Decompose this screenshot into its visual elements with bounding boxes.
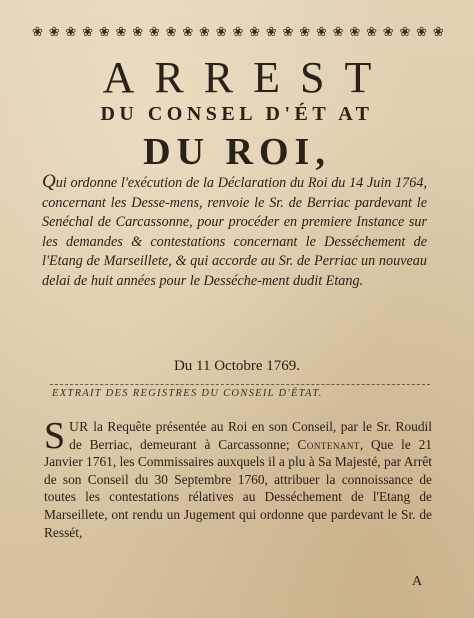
ornament-flower-icon: ❀ — [199, 24, 210, 40]
summary-paragraph — [42, 172, 427, 291]
summary-first-letter: Q — [42, 171, 56, 192]
ornament-flower-icon: ❀ — [349, 24, 361, 40]
ornament-flower-icon: ❀ — [48, 24, 60, 40]
divider-rule — [50, 384, 430, 385]
summary-text: ui ordonne l'exécution de la Déclaration du Roi du 14 Juin 1764, concernant les Desse-mens, renvoie le Sr. de Berriac pardevant le Senéchal de Carcassonne, pour procéder en premiere Instance sur les demandes & contestations concernant le Desséchement de l'Etang de Marseillete, & qui accorde au Sr. de Perriac un nouveau delai de huit années pour le Desséche-ment dudit Etang. — [42, 175, 427, 289]
ornament-flower-icon: ❀ — [282, 24, 294, 40]
signature-mark: A — [412, 574, 423, 589]
body-dropcap: S — [44, 415, 66, 457]
ornament-flower-icon: ❀ — [65, 24, 77, 40]
ornament-flower-icon: ❀ — [265, 24, 277, 40]
ornament-flower-icon: ❀ — [366, 24, 377, 40]
body-contenant: Contenant — [297, 436, 360, 452]
ornament-border — [32, 22, 444, 42]
ornament-flower-icon: ❀ — [432, 24, 444, 40]
ornament-flower-icon: ❀ — [299, 24, 311, 40]
body-text-1: la Requête présentée au Roi en son Conseil, par le Sr. Roudil de Berriac, demeurant à Carcassonne; — [69, 419, 432, 452]
ornament-flower-icon: ❀ — [165, 24, 177, 40]
ornament-flower-icon: ❀ — [182, 24, 194, 40]
body-text-2: , Que le 21 Janvier 1761, les Commissaires auxquels il a plu à Sa Majesté, par Arrêt de son Conseil du 30 Septembre 1760, attribuer la connoissance de toutes les contestations rélatives au Desséchement de l'Etang de Marseillete, ont rendu un Jugement qui ordonne que pardevant le Sr. de Ressét, — [44, 436, 432, 540]
document-date: Du 11 Octobre 1769. — [173, 358, 301, 374]
body-paragraph — [44, 415, 432, 541]
ornament-flower-icon: ❀ — [115, 24, 127, 40]
ornament-flower-icon: ❀ — [315, 24, 327, 40]
ornament-flower-icon: ❀ — [232, 24, 244, 40]
ornament-flower-icon: ❀ — [32, 24, 43, 40]
ornament-flower-icon: ❀ — [399, 24, 411, 40]
ornament-flower-icon: ❀ — [249, 24, 261, 40]
ornament-flower-icon: ❀ — [382, 24, 394, 40]
page-subtitle: DU CONSEL D'ÉT AT — [100, 103, 374, 125]
ornament-flower-icon: ❀ — [416, 24, 428, 40]
page-subtitle-roi: DU ROI, — [143, 131, 331, 173]
ornament-flower-icon: ❀ — [332, 24, 344, 40]
extrait-heading: EXTRAIT DES REGISTRES DU CONSEIL D'ÉTAT. — [52, 388, 323, 399]
page-title: ARREST — [102, 53, 392, 102]
body-lead: UR — [69, 419, 89, 434]
ornament-flower-icon: ❀ — [148, 24, 160, 40]
ornament-flower-icon: ❀ — [132, 24, 144, 40]
ornament-flower-icon: ❀ — [98, 24, 110, 40]
ornament-flower-icon: ❀ — [215, 24, 227, 40]
ornament-flower-icon: ❀ — [82, 24, 94, 40]
